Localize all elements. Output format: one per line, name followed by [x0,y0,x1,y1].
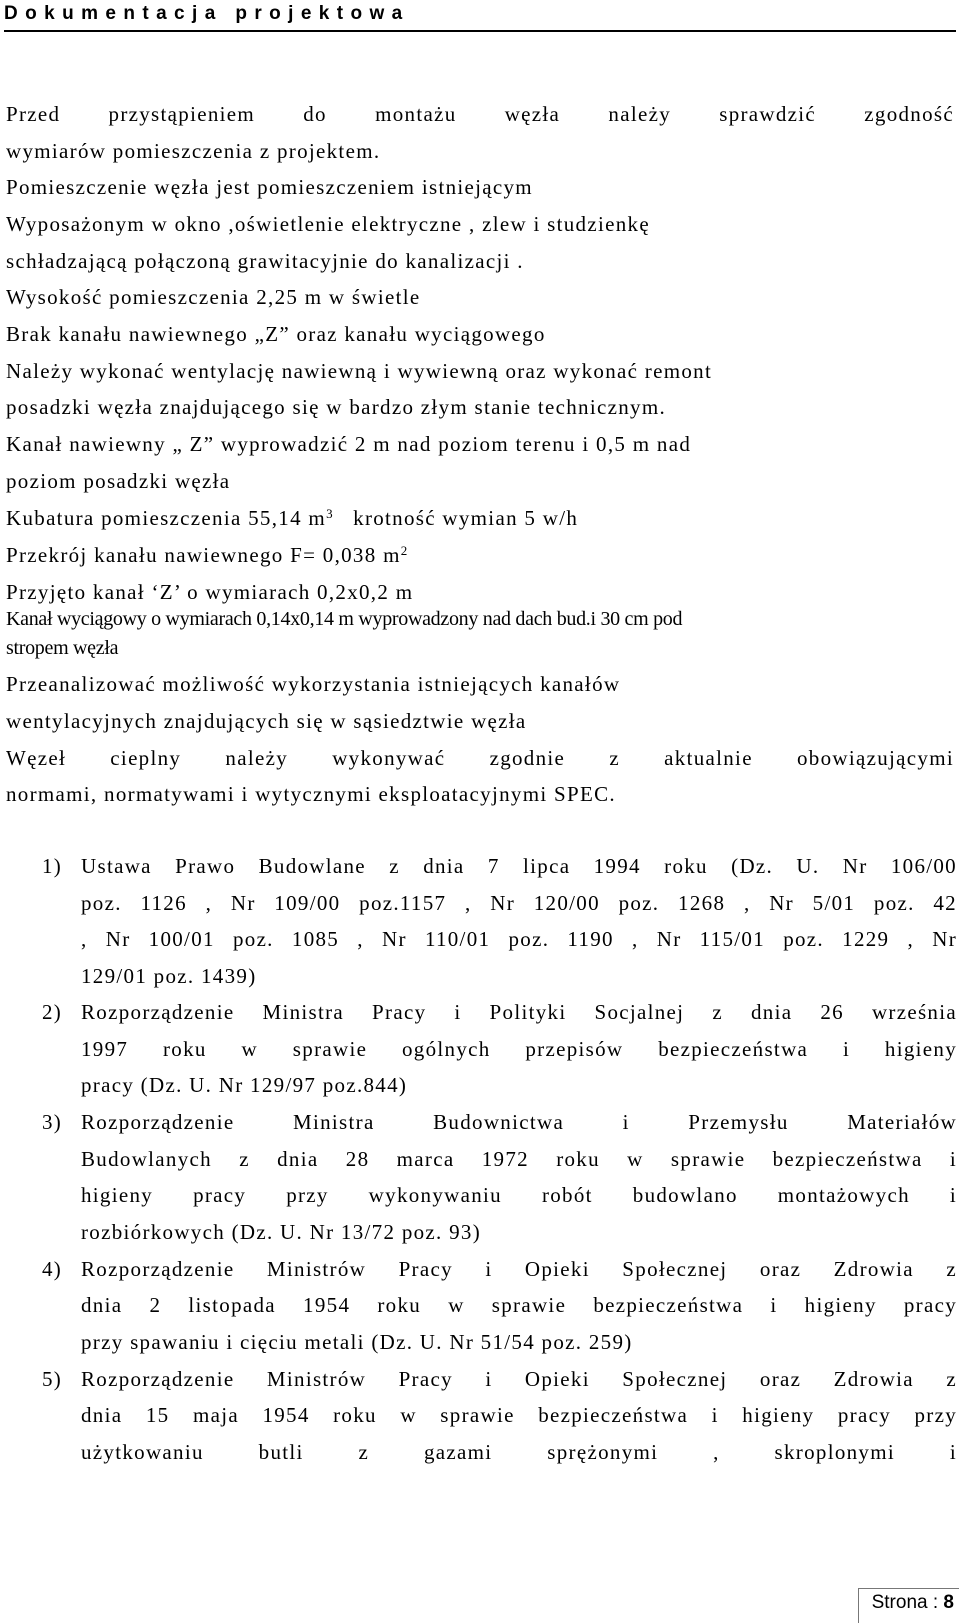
list-item-line: , Nr 100/01 poz. 1085 , Nr 110/01 poz. 1190 , Nr 115/01 poz. 1229 , Nr [81,927,957,951]
list-item-line: higieny pracy przy wykonywaniu robót budowlano montażowych i [81,1183,957,1207]
text-line: posadzki węzła znajdującego się w bardzo złym stanie technicznym. [6,395,667,419]
text-line: wentylacyjnych znajdujących się w sąsiedztwie węzła [6,709,527,733]
page-label: Strona : [871,1592,939,1613]
list-item-line: dnia 15 maja 1954 roku w sprawie bezpieczeństwa i higieny pracy przy [81,1403,957,1427]
text-line: Brak kanału nawiewnego „Z” oraz kanału wyciągowego [6,322,546,346]
list-item-line: Budowlanych z dnia 28 marca 1972 roku w sprawie bezpieczeństwa i [81,1147,957,1171]
list-item-line: Rozporządzenie Ministra Budownictwa i Przemysłu Materiałów [81,1110,957,1134]
list-number: 3) [42,1110,63,1134]
text-line: poziom posadzki węzła [6,469,231,493]
page-value: 8 [943,1592,954,1613]
superscript: 3 [326,506,333,521]
text-line: Kanał nawiewny „ Z” wyprowadzić 2 m nad poziom terenu i 0,5 m nad [6,432,692,456]
kubatura-line [6,505,578,531]
text-line: stropem węzła [6,637,119,659]
text-line: schładzającą połączoną grawitacyjnie do kanalizacji . [6,249,524,273]
page-header [4,2,956,26]
list-item-line: rozbiórkowych (Dz. U. Nr 13/72 poz. 93) [81,1220,482,1244]
kubatura-text: Kubatura pomieszczenia 55,14 m [6,506,327,530]
list-item-line: Rozporządzenie Ministra Pracy i Polityki Socjalnej z dnia 26 września [81,1000,957,1024]
superscript: 2 [400,543,408,558]
text-line: Przed przystąpieniem do montażu węzła należy sprawdzić zgodność [6,102,954,126]
list-item-line: użytkowaniu butli z gazami sprężonymi , skroplonymi i [81,1440,957,1464]
list-number: 5) [42,1367,63,1391]
list-item-line: Ustawa Prawo Budowlane z dnia 7 lipca 1994 roku (Dz. U. Nr 106/00 [81,854,957,878]
list-item-line: poz. 1126 , Nr 109/00 poz.1157 , Nr 120/00 poz. 1268 , Nr 5/01 poz. 42 [81,891,957,915]
header-divider [4,30,956,32]
text-line: Należy wykonać wentylację nawiewną i wywiewną oraz wykonać remont [6,359,713,383]
list-item-line: dnia 2 listopada 1954 roku w sprawie bezpieczeństwa i higieny pracy [81,1293,957,1317]
przekroj-text: Przekrój kanału nawiewnego F= 0,038 m [6,543,401,567]
list-number: 1) [42,854,63,878]
text-line: Wysokość pomieszczenia 2,25 m w świetle [6,285,421,309]
text-line: Kanał wyciągowy o wymiarach 0,14x0,14 m wyprowadzony nad dach bud.i 30 cm pod [6,608,683,630]
text-line: Pomieszczenie węzła jest pomieszczeniem istniejącym [6,175,533,199]
kubatura-rest: krotność wymian 5 w/h [353,506,579,530]
text-line: Przyjęto kanał ‘Z’ o wymiarach 0,2x0,2 m [6,580,414,604]
document-title: Dokumentacja projektowa [4,3,410,24]
przekroj-line [6,542,407,568]
text-line: Węzeł cieplny należy wykonywać zgodnie z aktualnie obowiązującymi [6,746,954,770]
list-item-line: 1997 roku w sprawie ogólnych przepisów bezpieczeństwa i higieny [81,1037,957,1061]
list-item-line: przy spawaniu i cięciu metali (Dz. U. Nr 51/54 poz. 259) [81,1330,633,1354]
list-item-line: pracy (Dz. U. Nr 129/97 poz.844) [81,1073,408,1097]
list-item-line: Rozporządzenie Ministrów Pracy i Opieki Społecznej oraz Zdrowia z [81,1257,957,1281]
text-line: Wyposażonym w okno ,oświetlenie elektryczne , zlew i studzienkę [6,212,650,236]
list-item-line: 129/01 poz. 1439) [81,964,257,988]
list-item-line: Rozporządzenie Ministrów Pracy i Opieki Społecznej oraz Zdrowia z [81,1367,957,1391]
list-number: 4) [42,1257,63,1281]
list-number: 2) [42,1000,63,1024]
text-line: wymiarów pomieszczenia z projektem. [6,139,381,163]
page-number [872,1592,954,1614]
text-line: Przeanalizować możliwość wykorzystania istniejących kanałów [6,672,621,696]
text-line: normami, normatywami i wytycznymi eksploatacyjnymi SPEC. [6,782,616,806]
